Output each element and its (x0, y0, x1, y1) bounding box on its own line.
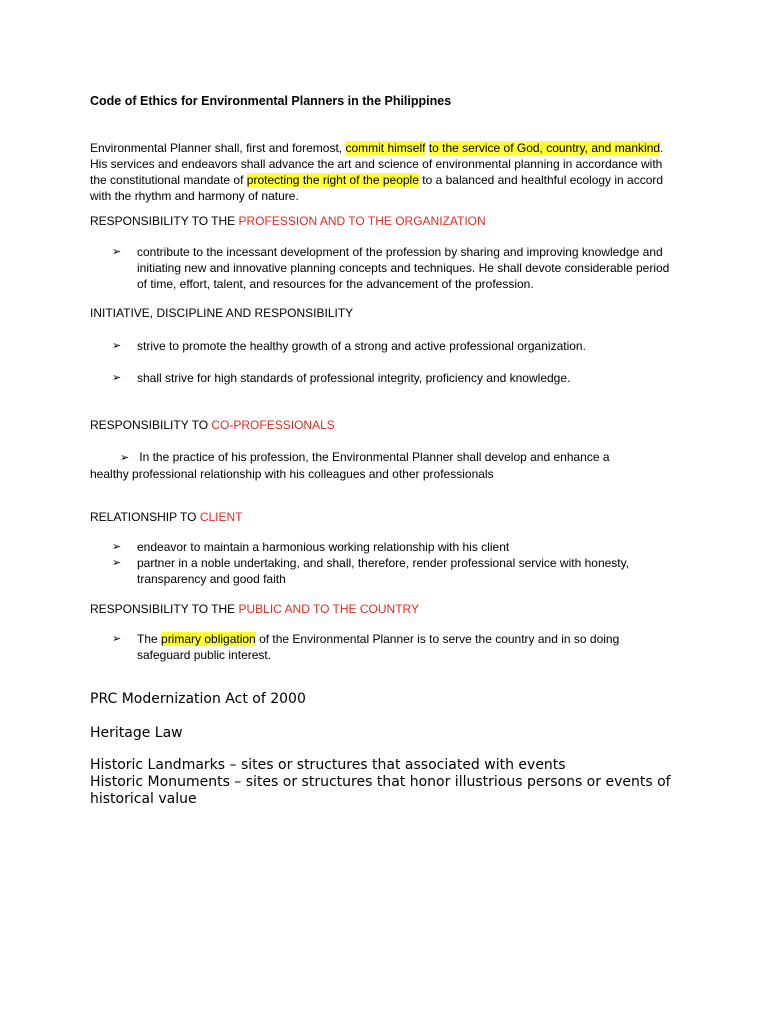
highlight-commit: commit himself (345, 141, 426, 155)
list-item-text: endeavor to maintain a harmonious working relationship with his client (137, 540, 510, 554)
list-item (112, 244, 672, 292)
list-item-text: contribute to the incessant development of the profession by sharing and improving knowledge and initiating new and innovative planning concepts and techniques. He shall devote considerable period of time, effort, talent, and resources for the advancement of the profession. (137, 245, 670, 291)
arrow-bullet-icon: ➢ (112, 372, 122, 384)
arrow-bullet-icon: ➢ (112, 340, 122, 352)
heading-red-text: CO-PROFESSIONALS (211, 418, 335, 432)
heading-co-professionals (90, 417, 680, 433)
heading-text: RESPONSIBILITY TO (90, 418, 212, 432)
highlight-protecting: protecting the right of the people (246, 173, 419, 187)
intro-text: to a balanced and healthful ecology in accord with the rhythm and harmony of nature. (90, 173, 664, 203)
note-heritage: Heritage Law (90, 725, 183, 741)
heading-public (90, 601, 680, 617)
list-item (112, 631, 672, 663)
heading-text: RELATIONSHIP TO (90, 510, 200, 524)
list-item (112, 539, 672, 555)
intro-text: Environmental Planner shall, first and foremost, (90, 141, 346, 155)
list-item-text: The (137, 632, 162, 646)
list-item-text: shall strive for high standards of professional integrity, proficiency and knowledge. (137, 371, 571, 385)
heading-client (90, 509, 680, 525)
list-item-text (137, 631, 672, 663)
heading-profession (90, 213, 680, 229)
highlight-primary-obligation: primary obligation (161, 632, 256, 646)
list-item (112, 555, 672, 587)
list-item-text: of the Environmental Planner is to serve the country and in so doing safeguard public interest. (137, 632, 620, 662)
arrow-bullet-icon: ➢ (112, 557, 122, 569)
note-monuments: Historic Monuments – sites or structures that honor illustrious persons or events of historical value (90, 774, 671, 807)
list-item-text: partner in a noble undertaking, and shall, therefore, render professional service with honesty, transparency and good faith (137, 556, 630, 586)
heading-red-text: PUBLIC AND TO THE COUNTRY (238, 602, 419, 616)
intro-paragraph (90, 140, 680, 204)
list-item-text: strive to promote the healthy growth of a strong and active professional organization. (137, 339, 586, 353)
arrow-bullet-icon: ➢ (112, 541, 122, 553)
heading-red-text: CLIENT (199, 510, 243, 524)
note-landmarks: Historic Landmarks – sites or structures that associated with events (90, 757, 566, 773)
paragraph-text: In the practice of his profession, the Environmental Planner shall develop and enhance a healthy professional relationship with his colleagues and other professionals (90, 450, 610, 481)
note-prc: PRC Modernization Act of 2000 (90, 691, 306, 707)
intro-text: . His services and endeavors shall advance the art and science of environmental planning in accordance with the constitutional mandate of (90, 141, 664, 187)
arrow-bullet-icon: ➢ (112, 246, 122, 258)
heading-text: RESPONSIBILITY TO THE (90, 602, 239, 616)
heading-red-text: PROFESSION AND TO THE ORGANIZATION (238, 214, 486, 228)
heading-initiative: INITIATIVE, DISCIPLINE AND RESPONSIBILITY (90, 306, 354, 320)
heading-text: RESPONSIBILITY TO THE (90, 214, 239, 228)
list-item (112, 370, 672, 386)
arrow-bullet-icon: ➢ (120, 452, 130, 464)
list-item (112, 338, 672, 354)
co-professionals-paragraph (90, 449, 650, 482)
document-title: Code of Ethics for Environmental Planners in the Philippines (90, 94, 452, 108)
arrow-bullet-icon: ➢ (112, 633, 122, 645)
highlight-service: to the service of God, country, and mankind (428, 141, 661, 155)
